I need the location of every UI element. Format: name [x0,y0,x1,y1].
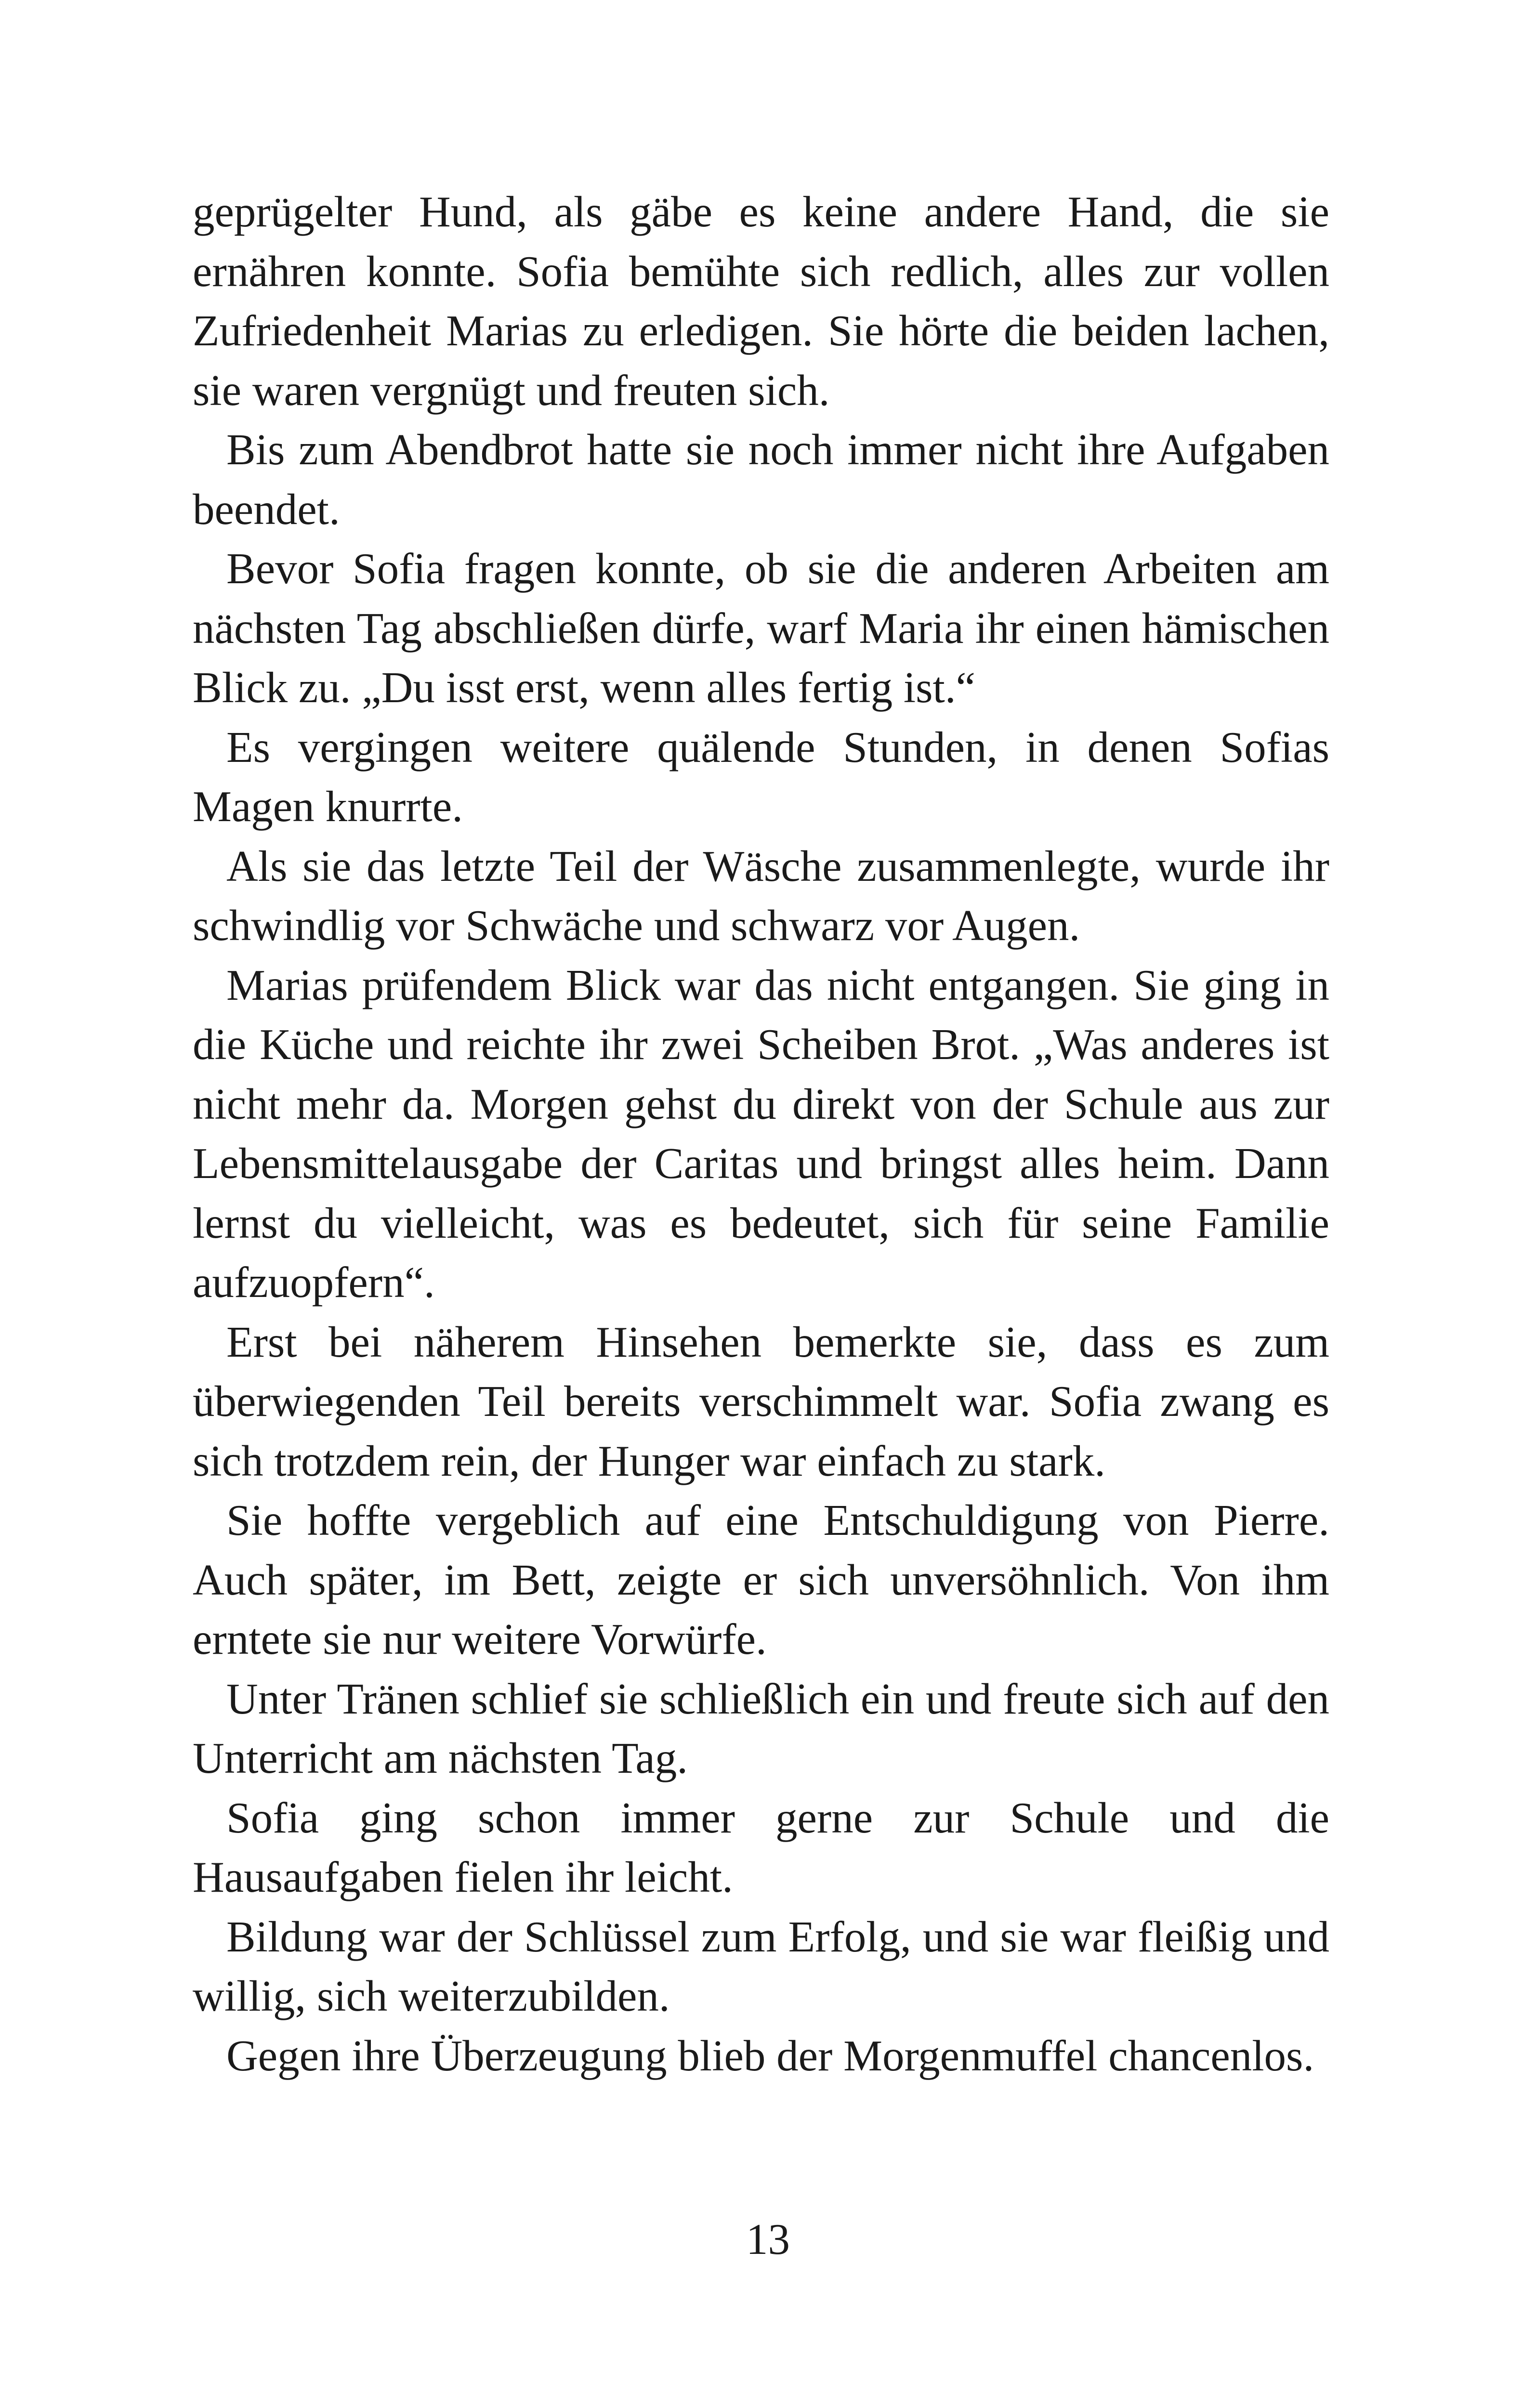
paragraph-7: Erst bei näherem Hinsehen bemerkte sie, dass es zum überwiegenden Teil bereits verschimmelt war. Sofia zwang es sich trotzdem rein, der Hunger war einfach zu stark. [193,1317,1329,1485]
paragraph-10: Sofia ging schon immer gerne zur Schule und die Hausaufgaben fielen ihr leicht. [193,1793,1329,1901]
paragraph-6: Marias prüfendem Blick war das nicht entgangen. Sie ging in die Küche und reichte ihr zwei Scheiben Brot. „Was anderes ist nicht mehr da. Morgen gehst du direkt von der Schule aus zur Lebensmittelausgabe der Caritas und bringst alles heim. Dann lernst du vielleicht, was es bedeutet, sich für seine Familie aufzuopfern“. [193,960,1329,1307]
paragraph-3: Bevor Sofia fragen konnte, ob sie die anderen Arbeiten am nächsten Tag abschließen dürfe, warf Maria ihr einen hämischen Blick zu. „Du isst erst, wenn alles fertig ist.“ [193,544,1329,712]
paragraph-2: Bis zum Abendbrot hatte sie noch immer nicht ihre Aufgaben beendet. [193,425,1329,534]
paragraph-4: Es vergingen weitere quälende Stunden, in denen Sofias Magen knurrte. [193,722,1329,831]
paragraph-12: Gegen ihre Überzeugung blieb der Morgenmuffel chancenlos. [226,2031,1314,2080]
paragraph-11: Bildung war der Schlüssel zum Erfolg, und sie war fleißig und willig, sich weiterzubilden. [193,1912,1329,2020]
paragraph-5: Als sie das letzte Teil der Wäsche zusammenlegte, wurde ihr schwindlig vor Schwäche und schwarz vor Augen. [193,841,1329,950]
body-text [193,182,1329,2085]
paragraph-8: Sie hoffte vergeblich auf eine Entschuldigung von Pierre. Auch später, im Bett, zeigte er sich unversöhnlich. Von ihm erntete sie nur weitere Vorwürfe. [193,1496,1329,1663]
paragraph-1: geprügelter Hund, als gäbe es keine andere Hand, die sie ernähren konnte. Sofia bemühte sich redlich, alles zur vollen Zufriedenheit Marias zu erledigen. Sie hörte die beiden lachen, sie waren vergnügt und freuten sich. [193,187,1329,415]
page-number: 13 [746,2215,790,2264]
paragraph-9: Unter Tränen schlief sie schließlich ein und freute sich auf den Unterricht am nächsten Tag. [193,1674,1329,1782]
